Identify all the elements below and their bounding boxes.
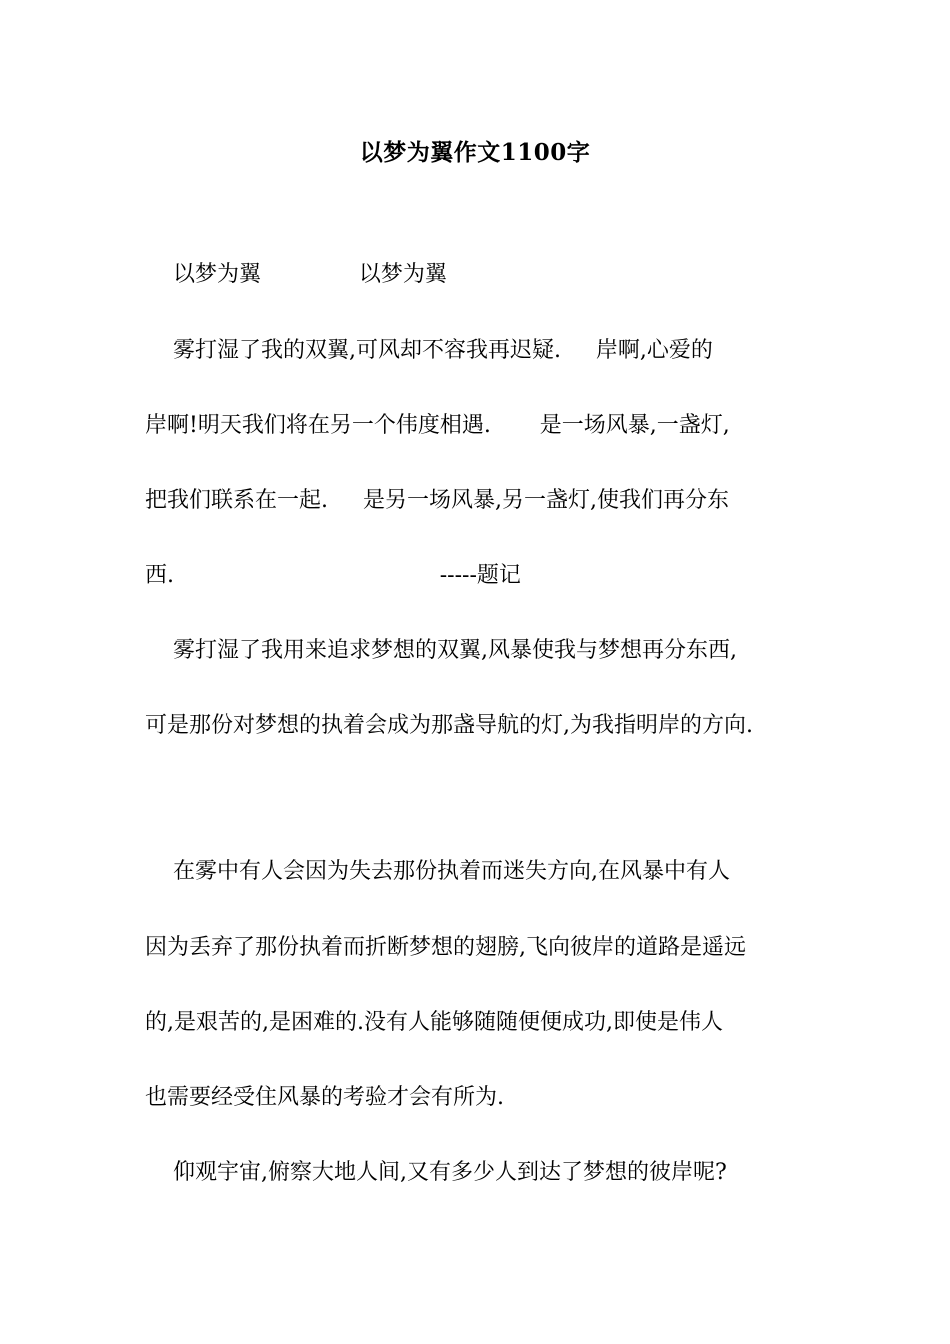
text-line: 岸啊!明天我们将在另一个伟度相遇. 是一场风暴,一盏灯,	[145, 413, 730, 438]
text-line: 仰观宇宙,俯察大地人间,又有多少人到达了梦想的彼岸呢?	[145, 1160, 727, 1185]
text-line: 雾打湿了我的双翼,可风却不容我再迟疑. 岸啊,心爱的	[145, 338, 713, 363]
text-line: 雾打湿了我用来追求梦想的双翼,风暴使我与梦想再分东西,	[145, 638, 737, 663]
document-title: 以梦为翼作文1100字	[359, 139, 591, 166]
text-line: 西. -----题记	[145, 563, 521, 588]
text-line: 因为丢弃了那份执着而折断梦想的翅膀,飞向彼岸的道路是遥远	[145, 935, 746, 960]
text-line: 也需要经受住风暴的考验才会有所为.	[145, 1085, 504, 1110]
text-line: 在雾中有人会因为失去那份执着而迷失方向,在风暴中有人	[145, 859, 730, 884]
text-line: 可是那份对梦想的执着会成为那盏导航的灯,为我指明岸的方向.	[145, 713, 753, 738]
text-line: 的,是艰苦的,是困难的.没有人能够随随便便成功,即使是伟人	[145, 1010, 723, 1035]
text-line: 把我们联系在一起. 是另一场风暴,另一盏灯,使我们再分东	[145, 488, 729, 513]
text-line: 以梦为翼 以梦为翼	[145, 262, 447, 287]
